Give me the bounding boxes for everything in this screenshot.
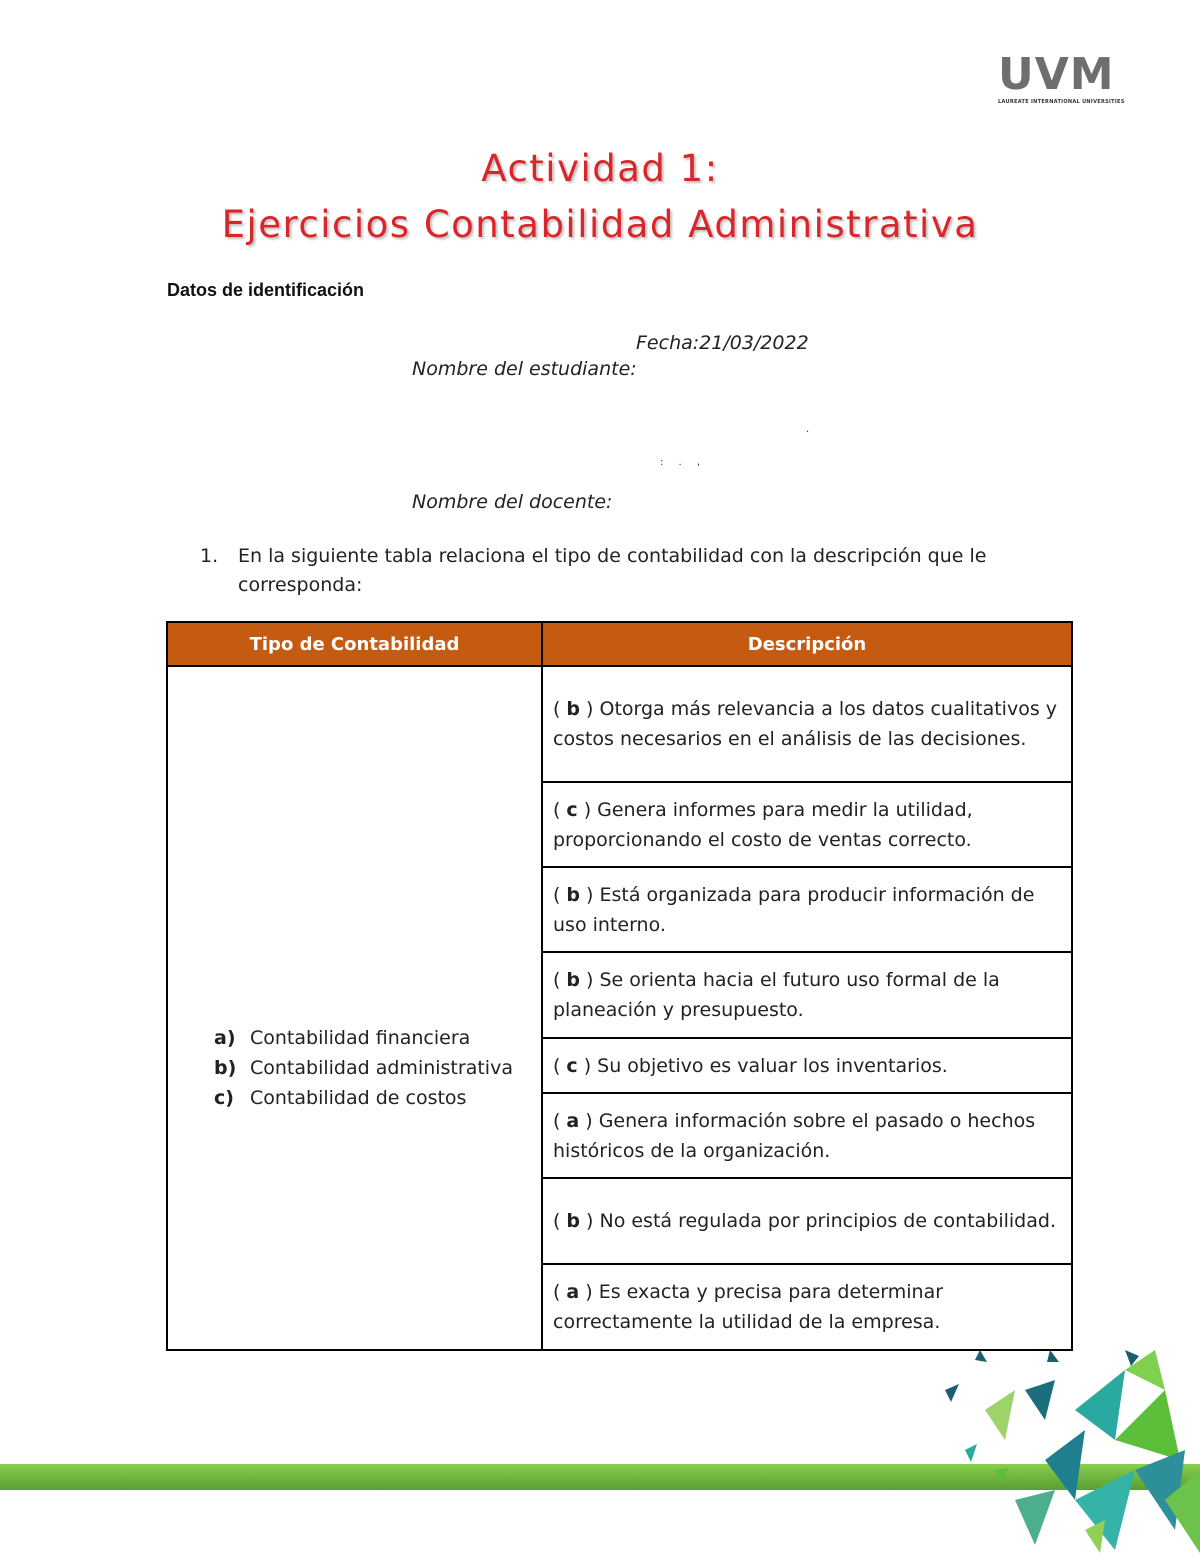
answer-letter[interactable]: b [566,883,581,906]
description-text: Se orienta hacia el futuro uso formal de la planeación y presupuesto. [553,969,1000,1021]
answer-letter[interactable]: b [566,1210,581,1232]
description-cell: ( b ) Se orienta hacia el futuro uso formal de la planeación y presupuesto. [542,952,1072,1038]
type-item-b: b) Contabilidad administrativa [214,1057,513,1079]
answer-letter[interactable]: b [566,969,581,991]
description-cell: ( c ) Genera informes para medir la utilidad, proporcionando el costo de ventas correcto. [542,782,1072,867]
date-field: Fecha:21/03/2022 [636,332,809,354]
type-item-a: a) Contabilidad financiera [214,1027,471,1049]
description-text: No está regulada por principios de contabilidad. [599,1210,1056,1232]
logo-subtitle: LAUREATE INTERNATIONAL UNIVERSITIES [998,99,1125,105]
description-cell: ( a ) Genera información sobre el pasado o hechos históricos de la organización. [542,1093,1072,1178]
question-number: 1. [200,545,219,567]
teacher-name-label: Nombre del docente: [412,491,613,513]
description-text: Otorga más relevancia a los datos cualitativos y costos necesarios en el análisis de las decisiones. [553,698,1058,750]
header-type: Tipo de Contabilidad [167,622,542,666]
table-header-row [167,622,1072,666]
types-cell [167,666,542,1350]
section-label: Datos de identificación [167,280,365,300]
description-cell: ( b ) Está organizada para producir información de uso interno. [542,867,1072,952]
type-item-c: c) Contabilidad de costos [214,1087,467,1109]
header-description: Descripción [542,622,1072,666]
decorative-triangles-graphic [925,1350,1200,1553]
faint-mark: : . , [660,457,707,468]
description-text: Su objetivo es valuar los inventarios. [597,1054,948,1077]
answer-letter[interactable]: c [566,798,578,821]
title-line-2: Ejercicios Contabilidad Administrativa [221,203,979,246]
question-text: En la siguiente tabla relaciona el tipo de contabilidad con la descripción que le corresponda: [238,545,987,596]
description-cell: ( c ) Su objetivo es valuar los inventarios. [542,1038,1072,1093]
description-text: Está organizada para producir información de uso interno. [553,883,1035,936]
answer-letter[interactable]: c [566,1054,578,1077]
type-list [214,1023,531,1113]
title-line-1: Actividad 1: [481,147,719,190]
uvm-logo [998,49,1125,110]
answer-letter[interactable]: a [566,1281,580,1303]
description-text: Es exacta y precisa para determinar correctamente la utilidad de la empresa. [553,1281,944,1333]
matching-table [166,621,1073,1351]
answer-letter[interactable]: b [566,698,581,720]
description-text: Genera información sobre el pasado o hechos históricos de la organización. [553,1109,1036,1162]
student-name-label: Nombre del estudiante: [412,358,637,380]
description-cell: ( b ) Otorga más relevancia a los datos cualitativos y costos necesarios en el análisis de las decisiones. [542,666,1072,782]
table-row [167,666,1072,782]
logo-text: UVM [998,49,1115,100]
answer-letter[interactable]: a [566,1109,580,1132]
description-cell: ( a ) Es exacta y precisa para determinar correctamente la utilidad de la empresa. [542,1264,1072,1350]
faint-mark: . [806,424,816,435]
description-text: Genera informes para medir la utilidad, proporcionando el costo de ventas correcto. [553,798,973,851]
description-cell: ( b ) No está regulada por principios de contabilidad. [542,1178,1072,1264]
